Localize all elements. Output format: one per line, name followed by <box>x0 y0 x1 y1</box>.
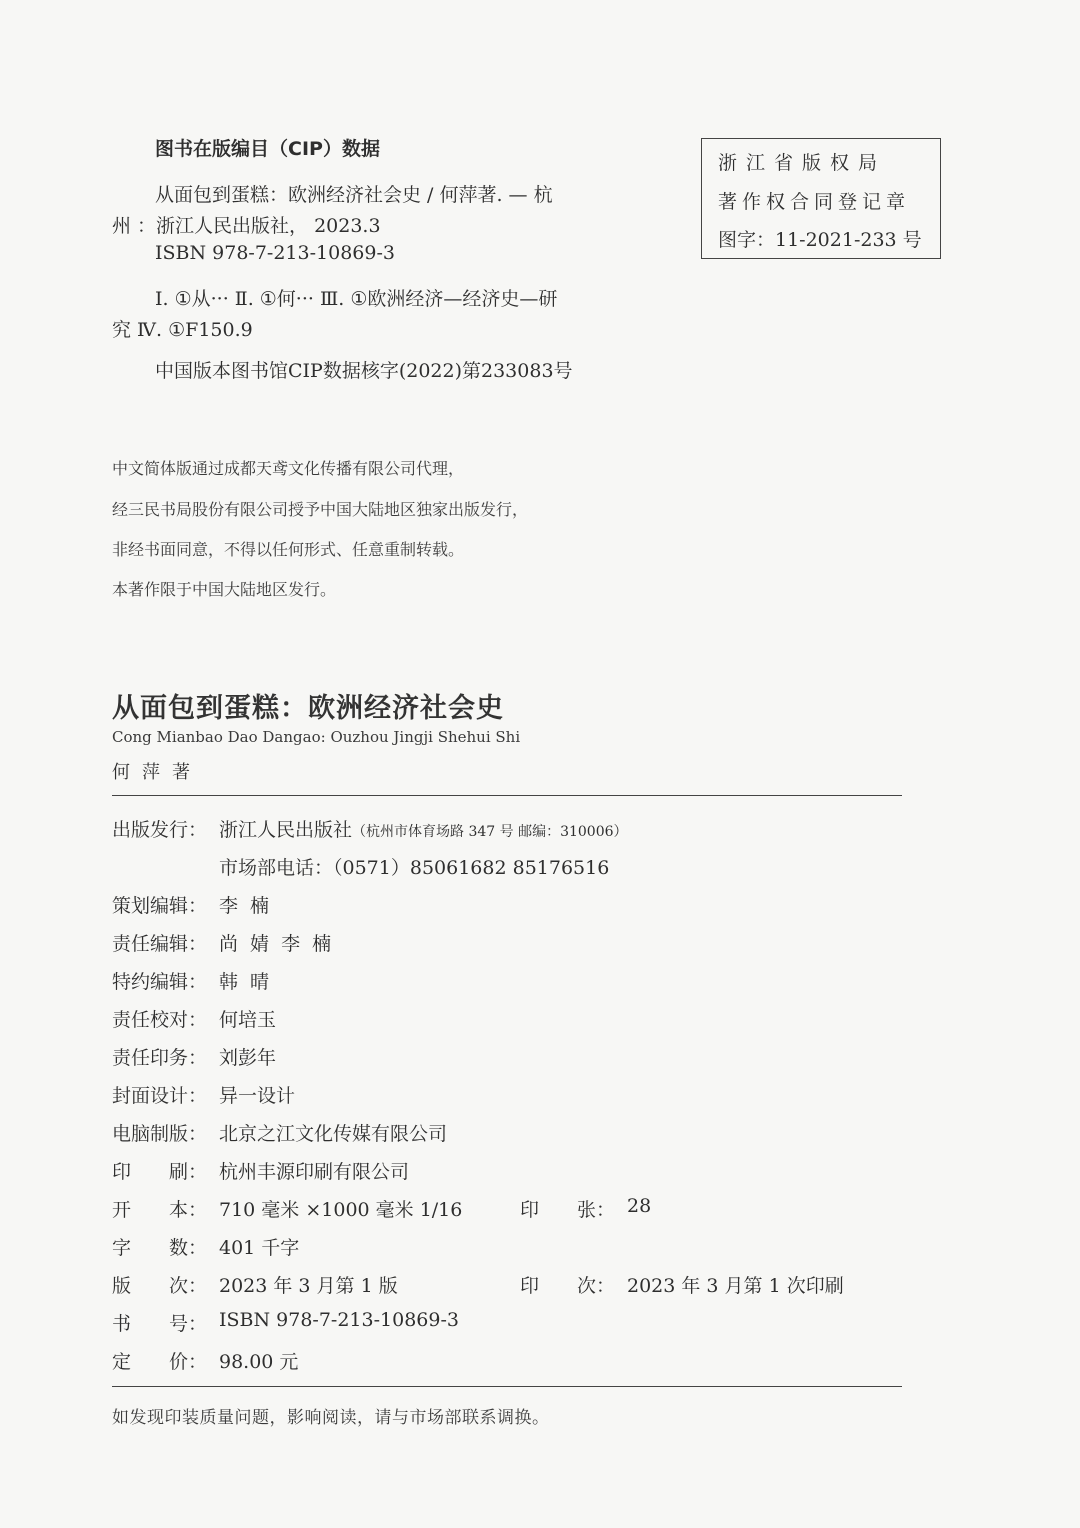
printing-value: 杭州丰源印刷有限公司 <box>219 1161 410 1183</box>
cover-design-label: 封面设计： <box>112 1085 208 1107</box>
format-label-char: 开 <box>112 1199 132 1221</box>
rights-notice-1: 中文简体版通过成都天鸢文化传播有限公司代理， <box>112 459 465 478</box>
cip-subject-line: Ⅰ. ①从··· Ⅱ. ①何··· Ⅲ. ①欧洲经济—经济史—研 <box>155 288 558 310</box>
impression-label-char: 印 <box>520 1275 540 1297</box>
word-count-value: 401 千字 <box>219 1237 300 1259</box>
planning-editor-label: 策划编辑： <box>112 895 208 917</box>
edition-label <box>112 1271 207 1298</box>
rights-notice-3: 非经书面同意，不得以任何形式、任意重制转载。 <box>112 540 465 559</box>
cip-record-number: 中国版本图书馆CIP数据核字(2022)第233083号 <box>155 360 573 382</box>
impression-label-char: 次： <box>576 1275 615 1297</box>
print-supervisor-label: 责任印务： <box>112 1047 208 1069</box>
word-count-label-char: 数： <box>168 1237 207 1259</box>
publisher-label: 出版发行： <box>112 819 208 841</box>
publisher-name: 浙江人民出版社 <box>219 819 353 841</box>
stamp-bureau: 浙江省版权局 <box>718 152 887 174</box>
publisher-value <box>219 815 628 842</box>
edition-value: 2023 年 3 月第 1 版 <box>219 1275 398 1297</box>
book-author: 何萍著 <box>112 762 202 783</box>
responsible-editor-value: 尚 婧 李 楠 <box>219 933 335 955</box>
copyright-registration-stamp <box>701 138 941 259</box>
printing-label-char: 印 <box>112 1161 132 1183</box>
book-title: 从面包到蛋糕：欧洲经济社会史 <box>112 693 504 724</box>
sheets-label-char: 张： <box>576 1199 615 1221</box>
responsible-editor-label: 责任编辑： <box>112 933 208 955</box>
word-count-label <box>112 1233 207 1260</box>
publisher-address: （杭州市体育场路 347 号 邮编：310006） <box>352 824 628 840</box>
edition-label-char: 版 <box>112 1275 132 1297</box>
special-editor-value: 韩 晴 <box>219 971 273 993</box>
sheets-label-char: 印 <box>520 1199 540 1221</box>
isbn-value: ISBN 978-7-213-10869-3 <box>219 1309 459 1331</box>
planning-editor-value: 李 楠 <box>219 895 273 917</box>
proofreader-label: 责任校对： <box>112 1009 208 1031</box>
printing-label-char: 刷： <box>168 1161 207 1183</box>
print-supervisor-value: 刘彭年 <box>219 1047 277 1069</box>
sheets-value: 28 <box>627 1195 652 1217</box>
sheets-label <box>520 1195 615 1222</box>
word-count-label-char: 字 <box>112 1237 132 1259</box>
typesetting-value: 北京之江文化传媒有限公司 <box>219 1123 448 1145</box>
isbn-label-char: 书 <box>112 1313 132 1335</box>
price-label-char: 价： <box>168 1351 207 1373</box>
isbn-label-char: 号： <box>168 1313 207 1335</box>
cip-classification-line: 究 Ⅳ. ①F150.9 <box>112 319 253 341</box>
impression-value: 2023 年 3 月第 1 次印刷 <box>627 1275 844 1297</box>
cip-title-line: 从面包到蛋糕：欧洲经济社会史 / 何萍著. — 杭 <box>155 184 553 206</box>
price-value: 98.00 元 <box>219 1351 299 1373</box>
divider-top <box>112 795 902 796</box>
printing-label <box>112 1157 207 1184</box>
typesetting-label: 电脑制版： <box>112 1123 208 1145</box>
format-label <box>112 1195 207 1222</box>
special-editor-label: 特约编辑： <box>112 971 208 993</box>
rights-notice-4: 本著作限于中国大陆地区发行。 <box>112 580 337 599</box>
cover-design-value: 异一设计 <box>219 1085 296 1107</box>
format-label-char: 本： <box>168 1199 207 1221</box>
cip-heading: 图书在版编目（CIP）数据 <box>155 138 380 160</box>
quality-notice: 如发现印装质量问题，影响阅读，请与市场部联系调换。 <box>112 1408 550 1428</box>
cip-isbn-line: ISBN 978-7-213-10869-3 <box>155 242 395 264</box>
format-value: 710 毫米 ×1000 毫米 1/16 <box>219 1199 463 1221</box>
impression-label <box>520 1271 615 1298</box>
rights-notice-2: 经三民书局股份有限公司授予中国大陆地区独家出版发行， <box>112 500 529 519</box>
book-title-pinyin: Cong Mianbao Dao Dangao: Ouzhou Jingji Shehui Shi <box>112 728 521 746</box>
cip-publisher-line: 州 ：浙江人民出版社， 2023.3 <box>112 215 381 237</box>
divider-bottom <box>112 1386 902 1387</box>
stamp-registration-number: 图字：11-2021-233 号 <box>718 229 922 251</box>
price-label-char: 定 <box>112 1351 132 1373</box>
isbn-label <box>112 1309 207 1336</box>
marketing-phone: 市场部电话：（0571）85061682 85176516 <box>219 857 610 879</box>
price-label <box>112 1347 207 1374</box>
proofreader-value: 何培玉 <box>219 1009 277 1031</box>
edition-label-char: 次： <box>168 1275 207 1297</box>
stamp-title: 著作权合同登记章 <box>718 191 911 213</box>
